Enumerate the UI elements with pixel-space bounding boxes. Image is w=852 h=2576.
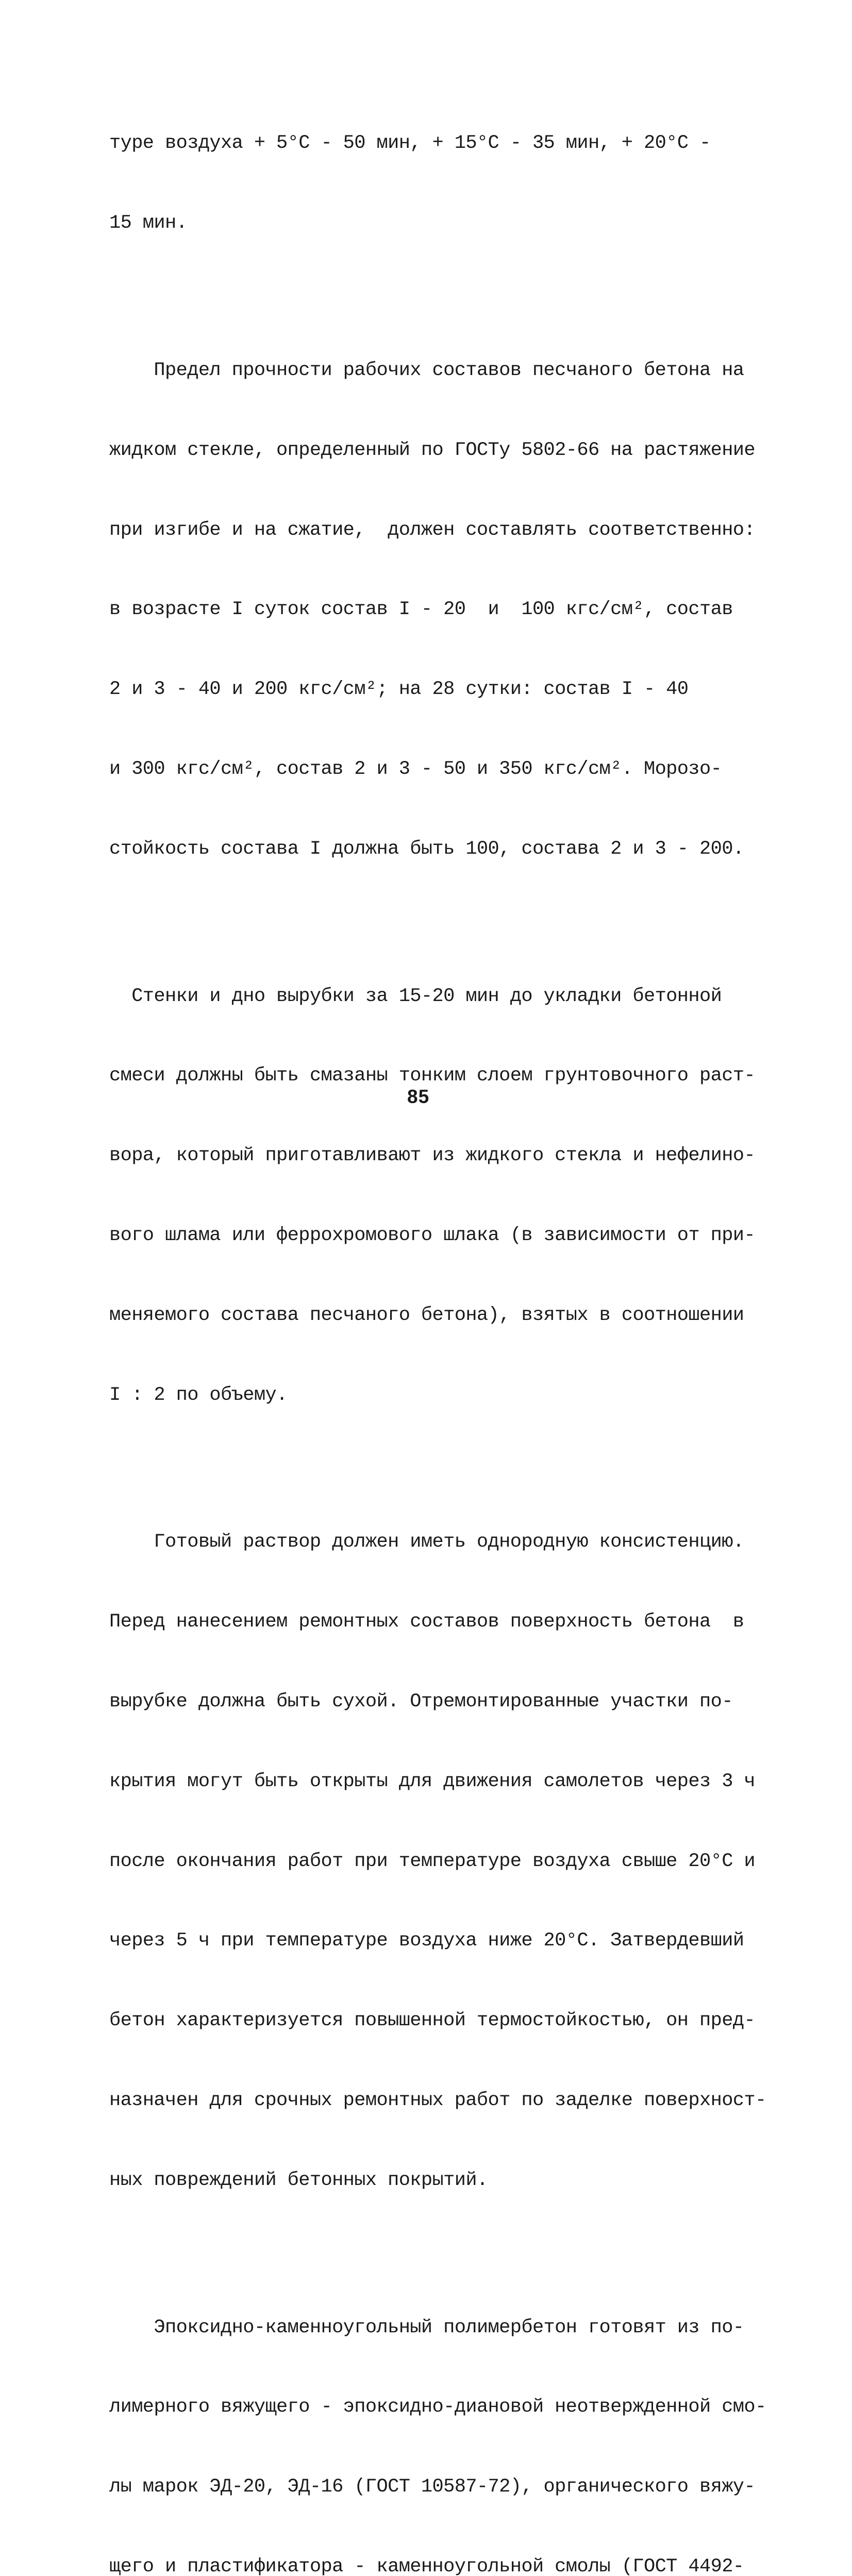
- text-line: Эпоксидно-каменноугольный полимербетон готовят из по-: [109, 2315, 743, 2342]
- text-line: лимерного вяжущего - эпоксидно-диановой неотвержденной смо-: [109, 2394, 743, 2421]
- text-line: вора, который приготавливают из жидкого стекла и нефелино-: [109, 1143, 743, 1170]
- paragraph-priming: [109, 930, 743, 1462]
- paragraph-epoxy-composition: [109, 2262, 743, 2576]
- text-line: вырубке должна быть сухой. Отремонтированные участки по-: [109, 1689, 743, 1716]
- text-line: после окончания работ при температуре воздуха свыше 20°С и: [109, 1849, 743, 1875]
- text-line: Предел прочности рабочих составов песчаного бетона на: [109, 358, 743, 384]
- text-line: ных повреждений бетонных покрытий.: [109, 2167, 743, 2194]
- text-line: Стенки и дно вырубки за 15-20 мин до укладки бетонной: [109, 984, 743, 1010]
- text-line: через 5 ч при температуре воздуха ниже 20°С. Затвердевший: [109, 1928, 743, 1955]
- paragraph-solution: [109, 1476, 743, 2247]
- text-line: и 300 кгс/см², состав 2 и 3 - 50 и 350 кгс/см². Морозо-: [109, 756, 743, 783]
- text-line: вого шлама или феррохромового шлака (в зависимости от при-: [109, 1223, 743, 1249]
- text-line: 15 мин.: [109, 210, 743, 237]
- text-line: лы марок ЭД-20, ЭД-16 (ГОСТ 10587-72), органического вяжу-: [109, 2474, 743, 2501]
- text-line: Готовый раствор должен иметь однородную консистенцию.: [109, 1529, 743, 1556]
- text-line: жидком стекле, определенный по ГОСТу 5802-66 на растяжение: [109, 437, 743, 464]
- text-line: назначен для срочных ремонтных работ по заделке поверхност-: [109, 2088, 743, 2114]
- paragraph-strength: [109, 304, 743, 916]
- text-line: крытия могут быть открыты для движения самолетов через 3 ч: [109, 1769, 743, 1795]
- text-line: 2 и 3 - 40 и 200 кгс/см²; на 28 сутки: состав I - 40: [109, 676, 743, 703]
- text-line: стойкость состава I должна быть 100, состава 2 и 3 - 200.: [109, 836, 743, 863]
- page-number: 85: [407, 1086, 429, 1108]
- text-line: меняемого состава песчаного бетона), взятых в соотношении: [109, 1302, 743, 1329]
- text-line: туре воздуха + 5°С - 50 мин, + 15°С - 35 мин, + 20°С -: [109, 130, 743, 157]
- text-line: щего и пластификатора - каменноугольной смолы (ГОСТ 4492-: [109, 2554, 743, 2576]
- text-line: I : 2 по объему.: [109, 1382, 743, 1409]
- paragraph-continuation: [109, 77, 743, 290]
- document-page: [109, 77, 743, 2576]
- text-line: Перед нанесением ремонтных составов поверхность бетона в: [109, 1609, 743, 1636]
- text-line: бетон характеризуется повышенной термостойкостью, он пред-: [109, 2008, 743, 2035]
- text-line: смеси должны быть смазаны тонким слоем грунтовочного раст-: [109, 1063, 743, 1090]
- text-line: при изгибе и на сжатие, должен составлять соответственно:: [109, 517, 743, 544]
- text-line: в возрасте I суток состав I - 20 и 100 кгс/см², состав: [109, 597, 743, 623]
